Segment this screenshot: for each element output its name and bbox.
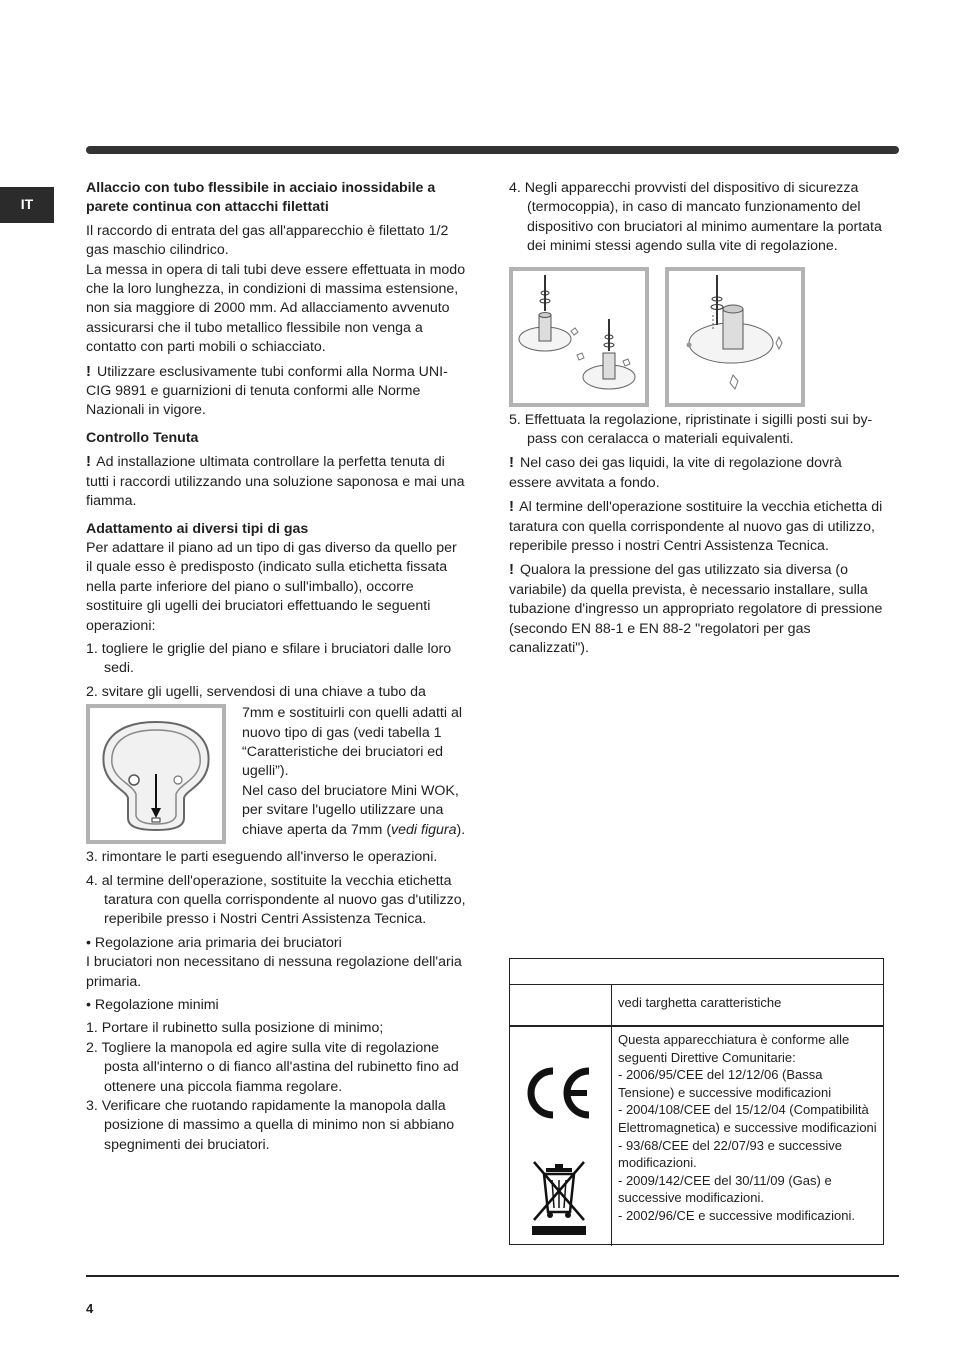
warning-text: Qualora la pressione del gas utilizzato sia diversa (o variabile) da quella prevista, è necessario installare, sulla tubazione d'ingresso un appropriato regolatore di pressione (secondo EN 88-1 e EN 88-2 "regolatori per gas canalizzati"). (509, 562, 883, 657)
list-item: 2. svitare gli ugelli, servendosi di una chiave a tubo da (86, 683, 426, 700)
list-item: 4. al termine dell'operazione, sostituite la vecchia etichetta taratura con quella corrispondente al nuovo gas d'utilizzo, reperibile presso i Nostri Centri Assistenza Tecnica. (86, 872, 466, 928)
compliance-table (509, 958, 884, 1245)
warning-text: Nel caso dei gas liquidi, la vite di regolazione dovrà essere avvitata a fondo. (509, 455, 842, 491)
thermocouple-screw-icon (669, 271, 801, 403)
list-item: 3. rimontare le parti eseguendo all'inverso le operazioni. (86, 849, 438, 866)
warning-note (509, 560, 885, 658)
paragraph: 7mm e sostituirli con quelli adatti al nuovo tipo di gas (vedi tabella 1 “Caratteristiche dei bruciatori ed ugelli”). (242, 705, 463, 780)
list-item: 4. Negli apparecchi provvisti del dispositivo di sicurezza (termocoppia), in caso di mancato funzionamento del dispositivo con bruciatori al minimo aumentare la portata dei minimi stessi agendo sulla vite di regolazione. (509, 180, 882, 255)
right-column (509, 179, 885, 663)
warning-text: Utilizzare esclusivamente tubi conformi alla Norma UNI-CIG 9891 e guarnizioni di tenuta conformi alle Norme Nazionali in vigore. (86, 363, 448, 419)
warning-icon: ! (509, 498, 514, 516)
table-cell (510, 985, 612, 1025)
paragraph: I bruciatori non necessitano di nessuna regolazione dell'aria primaria. (86, 954, 462, 990)
table-row (510, 985, 883, 1027)
burner-nozzle-figure (86, 704, 226, 844)
list-item: 5. Effettuata la regolazione, ripristinate i sigilli posti sui by-pass con ceralacca o materiali equivalenti. (509, 411, 873, 448)
warning-text: Ad installazione ultimata controllare la perfetta tenuta di tutti i raccordi utilizzando una soluzione saponosa e mai una fiamma. (86, 454, 465, 510)
figure-row (509, 267, 885, 407)
warning-icon: ! (86, 362, 91, 380)
directive-line: - 2004/108/CEE del 15/12/04 (Compatibilità Elettromagnetica) e successive modificazioni (618, 1102, 877, 1135)
warning-icon: ! (509, 561, 514, 579)
directive-line: Questa apparecchiatura è conforme alle seguenti Direttive Comunitarie: (618, 1032, 850, 1065)
warning-text: Al termine dell'operazione sostituire la vecchia etichetta di taratura con quella corrispondente al nuovo gas di utilizzo, reperibile presso i nostri Centri Assistenza Tecnica. (509, 499, 883, 555)
directive-line: - 2009/142/CEE del 30/11/09 (Gas) e successive modificazioni. (618, 1172, 832, 1206)
table-row (510, 1027, 883, 1246)
table-header-row (510, 959, 883, 985)
warning-note (509, 497, 885, 556)
screw-adjust-figure-1 (509, 267, 649, 407)
weee-bin-icon (530, 1160, 588, 1236)
list-item: 2. Togliere la manopola ed agire sulla vite di regolazione posta all'interno o di fianco all'astina del rubinetto fino ad ottenere una piccola fiamma regolare. (86, 1039, 459, 1095)
screw-adjust-figure-2 (665, 267, 805, 407)
directives-cell (612, 1027, 883, 1246)
list-item: 1. Portare il rubinetto sulla posizione di minimo; (86, 1020, 384, 1037)
section-title-leak-check: Controllo Tenuta (86, 429, 199, 446)
left-column (86, 179, 466, 1155)
valve-screw-icon (513, 271, 645, 403)
ce-mark-icon (523, 1065, 595, 1121)
paragraph: La messa in opera di tali tubi deve essere effettuata in modo che la loro lunghezza, in condizioni di massima estensione, non sia maggiore di 2000 mm. Ad allacciamento avvenuto assicurarsi che il tubo metallico flessibile non venga a contatto con parti mobili o schiacciato. (86, 261, 466, 356)
directive-line: - 2002/96/CE e successive modificazioni. (618, 1207, 856, 1223)
burner-diagram-icon (90, 708, 222, 840)
warning-icon: ! (509, 454, 514, 472)
warning-icon: ! (86, 453, 91, 471)
directive-line: - 2006/95/CEE del 12/12/06 (Bassa Tensione) e successive modificazioni (618, 1067, 832, 1100)
nozzle-figure-block (86, 704, 466, 844)
list-item: 1. togliere le griglie del piano e sfilare i bruciatori dalle loro sedi. (86, 640, 452, 677)
language-tab: IT (0, 187, 54, 223)
bottom-rule (86, 1275, 899, 1277)
paragraph: Nel caso del bruciatore Mini WOK, per svitare l'ugello utilizzare una chiave aperta da 7mm (vedi figura). (242, 782, 466, 838)
page-number: 4 (86, 1301, 94, 1316)
top-rule (86, 146, 899, 154)
warning-note (86, 362, 466, 421)
directive-line: - 93/68/CEE del 22/07/93 e successive modificazioni. (618, 1137, 843, 1171)
list-item: 3. Verificare che ruotando rapidamente la manopola dalla posizione di massimo a quella di minimo non si abbiano spegnimenti dei bruciatori. (86, 1098, 455, 1153)
figure-reference: vedi figura (391, 821, 457, 838)
warning-note (509, 453, 885, 493)
bullet-item: • Regolazione minimi (86, 997, 219, 1013)
bullet-item: • Regolazione aria primaria dei bruciatori (86, 934, 342, 951)
marks-cell (510, 1027, 612, 1246)
section-title-gas-adaptation: Adattamento ai diversi tipi di gas (86, 520, 309, 537)
paragraph: Per adattare il piano ad un tipo di gas diverso da quello per il quale esso è predisposto (indicato sulla etichetta fissata nella parte inferiore del piano o sull'imballo), occorre sostituire gli ugelli dei bruciatori effettuando le seguenti operazioni: (86, 539, 457, 634)
section-title-flexible-hose: Allaccio con tubo flessibile in acciaio inossidabile a parete continua con attacchi filettati (86, 180, 436, 216)
paragraph: Il raccordo di entrata del gas all'apparecchio è filettato 1/2 gas maschio cilindrico. (86, 222, 449, 259)
warning-note (86, 452, 466, 511)
rating-plate-text: vedi targhetta caratteristiche (618, 995, 782, 1010)
